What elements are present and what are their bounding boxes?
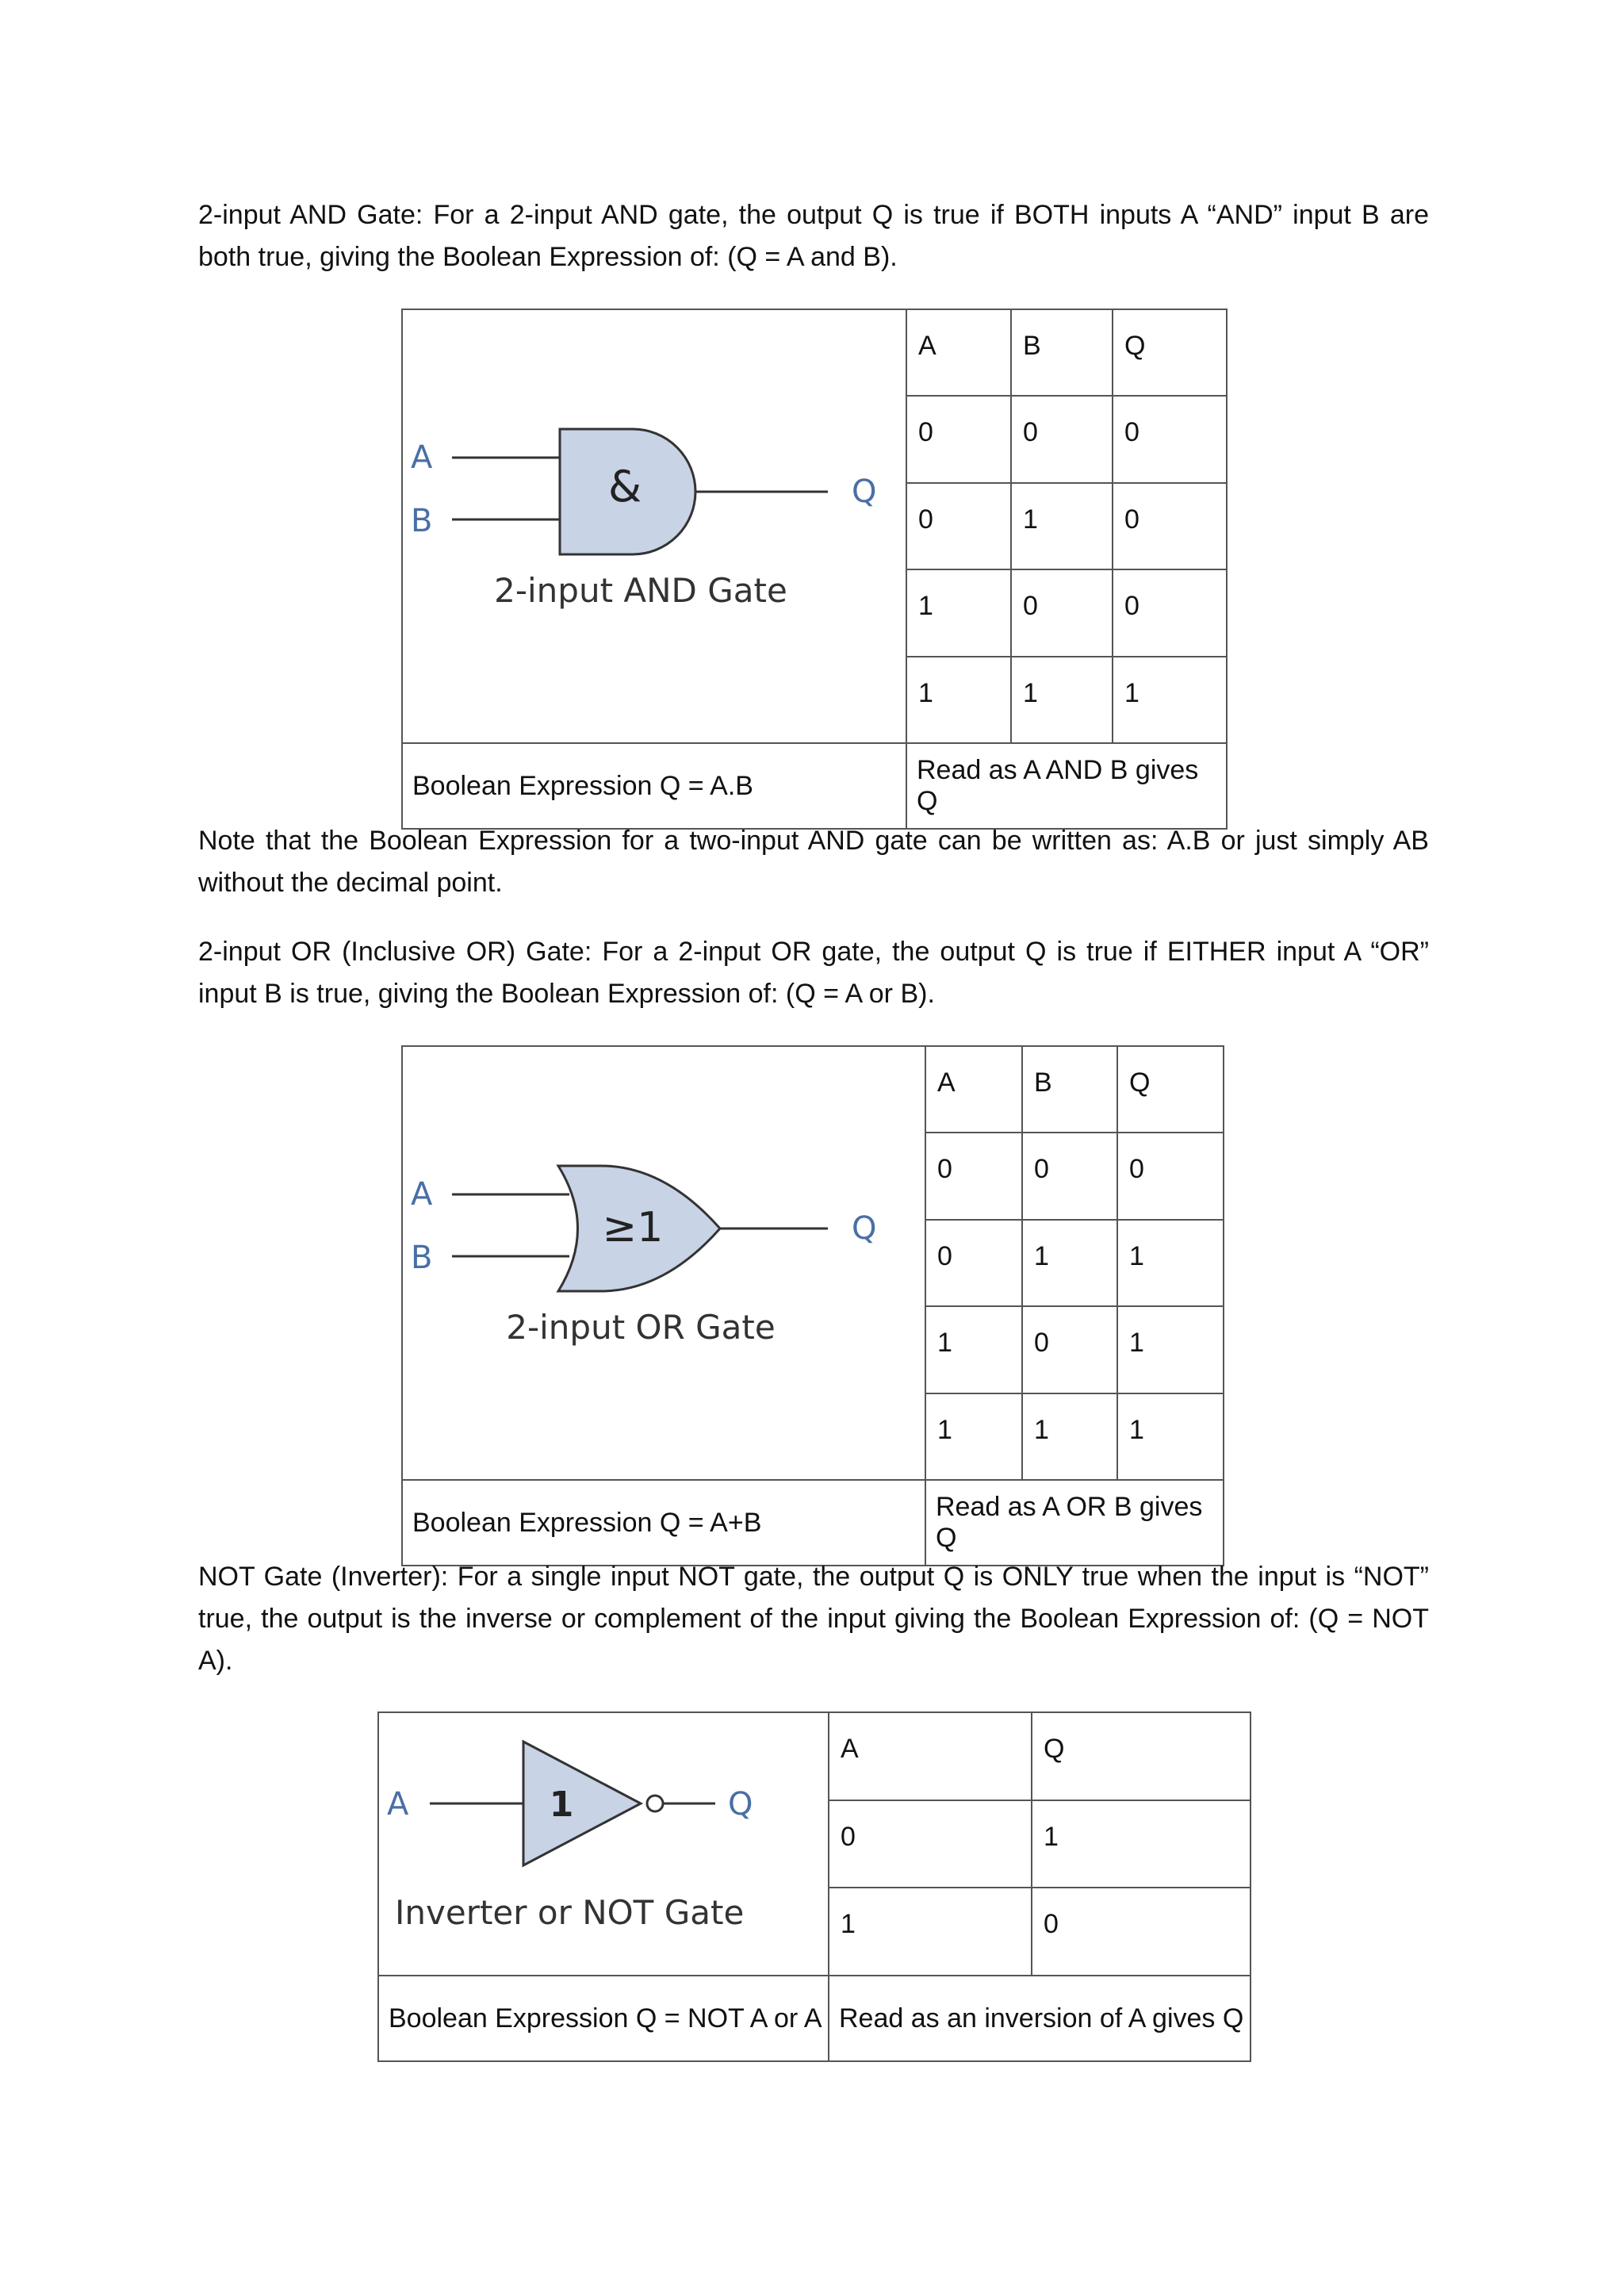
not-header-a: A <box>829 1712 1032 1800</box>
not-reading: Read as an inversion of A gives Q <box>829 1976 1251 2061</box>
and-intro-paragraph: 2-input AND Gate: For a 2-input AND gate, the output Q is true if BOTH inputs A “AND” input B are both true, giving the Boolean Expression of: (Q = A and B). <box>198 200 1429 272</box>
not-cell: 0 <box>829 1800 1032 1888</box>
or-label-b: B <box>411 1240 433 1276</box>
or-cell: 1 <box>1117 1220 1224 1306</box>
or-cell: 1 <box>1117 1393 1224 1480</box>
not-label-q: Q <box>728 1786 753 1823</box>
or-gate-table <box>401 1045 1224 1566</box>
and-label-b: B <box>411 503 433 539</box>
not-cell: 1 <box>1032 1800 1251 1888</box>
and-cell: 1 <box>1011 657 1113 743</box>
not-inversion-bubble <box>647 1796 663 1811</box>
or-gate-diagram-svg <box>403 1047 925 1472</box>
not-gate-diagram <box>378 1712 829 1976</box>
and-gate-diagram <box>402 309 906 743</box>
and-cell: 0 <box>906 396 1011 482</box>
and-reading: Read as A AND B gives Q <box>906 743 1227 829</box>
or-label-q: Q <box>852 1210 877 1247</box>
and-cell: 1 <box>1113 657 1227 743</box>
not-cell: 0 <box>1032 1888 1251 1976</box>
not-cell: 1 <box>829 1888 1032 1976</box>
and-label-q: Q <box>852 473 877 510</box>
and-header-q: Q <box>1113 309 1227 396</box>
and-gate-symbol: & <box>607 462 642 512</box>
or-cell: 1 <box>1117 1306 1224 1393</box>
and-cell: 0 <box>1113 569 1227 656</box>
and-note-paragraph: Note that the Boolean Expression for a two-input AND gate can be written as: A.B or just simply AB without the decimal point. <box>198 826 1429 898</box>
and-label-a: A <box>411 439 433 476</box>
and-gate-diagram-svg <box>403 310 906 735</box>
or-header-q: Q <box>1117 1046 1224 1133</box>
or-header-a: A <box>925 1046 1022 1133</box>
or-cell: 0 <box>1117 1133 1224 1219</box>
and-cell: 0 <box>1113 483 1227 569</box>
and-expression: Boolean Expression Q = A.B <box>402 743 906 829</box>
or-intro-paragraph: 2-input OR (Inclusive OR) Gate: For a 2-input OR gate, the output Q is true if EITHER input A “OR” input B is true, giving the Boolean Expression of: (Q = A or B). <box>198 937 1429 1009</box>
or-cell: 1 <box>1022 1220 1117 1306</box>
not-gate-symbol: 1 <box>549 1784 574 1825</box>
and-cell: 0 <box>1113 396 1227 482</box>
and-header-a: A <box>906 309 1011 396</box>
and-gate-table <box>401 309 1228 830</box>
or-cell: 1 <box>1022 1393 1117 1480</box>
and-header-b: B <box>1011 309 1113 396</box>
or-header-b: B <box>1022 1046 1117 1133</box>
not-intro-paragraph: NOT Gate (Inverter): For a single input NOT gate, the output Q is ONLY true when the input is “NOT” true, the output is the inverse or complement of the input giving the Boolean Expression of: (Q = NOT A). <box>198 1562 1429 1676</box>
or-expression: Boolean Expression Q = A+B <box>402 1480 925 1566</box>
and-cell: 1 <box>906 569 1011 656</box>
or-cell: 0 <box>925 1133 1022 1219</box>
or-gate-caption: 2-input OR Gate <box>506 1308 776 1347</box>
not-label-a: A <box>387 1786 409 1823</box>
or-cell: 0 <box>925 1220 1022 1306</box>
or-cell: 1 <box>925 1306 1022 1393</box>
not-gate-body <box>523 1742 641 1865</box>
and-cell: 0 <box>1011 396 1113 482</box>
not-gate-diagram-svg <box>379 1713 828 1968</box>
not-gate-caption: Inverter or NOT Gate <box>395 1893 745 1932</box>
or-reading: Read as A OR B gives Q <box>925 1480 1224 1566</box>
not-gate-table <box>377 1711 1251 2062</box>
and-cell: 1 <box>1011 483 1113 569</box>
not-expression: Boolean Expression Q = NOT A or A <box>378 1976 829 2061</box>
not-header-q: Q <box>1032 1712 1251 1800</box>
and-cell: 0 <box>906 483 1011 569</box>
or-label-a: A <box>411 1176 433 1213</box>
or-cell: 1 <box>925 1393 1022 1480</box>
or-cell: 0 <box>1022 1133 1117 1219</box>
and-cell: 1 <box>906 657 1011 743</box>
or-gate-diagram <box>402 1046 925 1480</box>
and-cell: 0 <box>1011 569 1113 656</box>
and-gate-caption: 2-input AND Gate <box>494 571 787 610</box>
or-gate-symbol: ≥1 <box>602 1204 664 1251</box>
or-cell: 0 <box>1022 1306 1117 1393</box>
